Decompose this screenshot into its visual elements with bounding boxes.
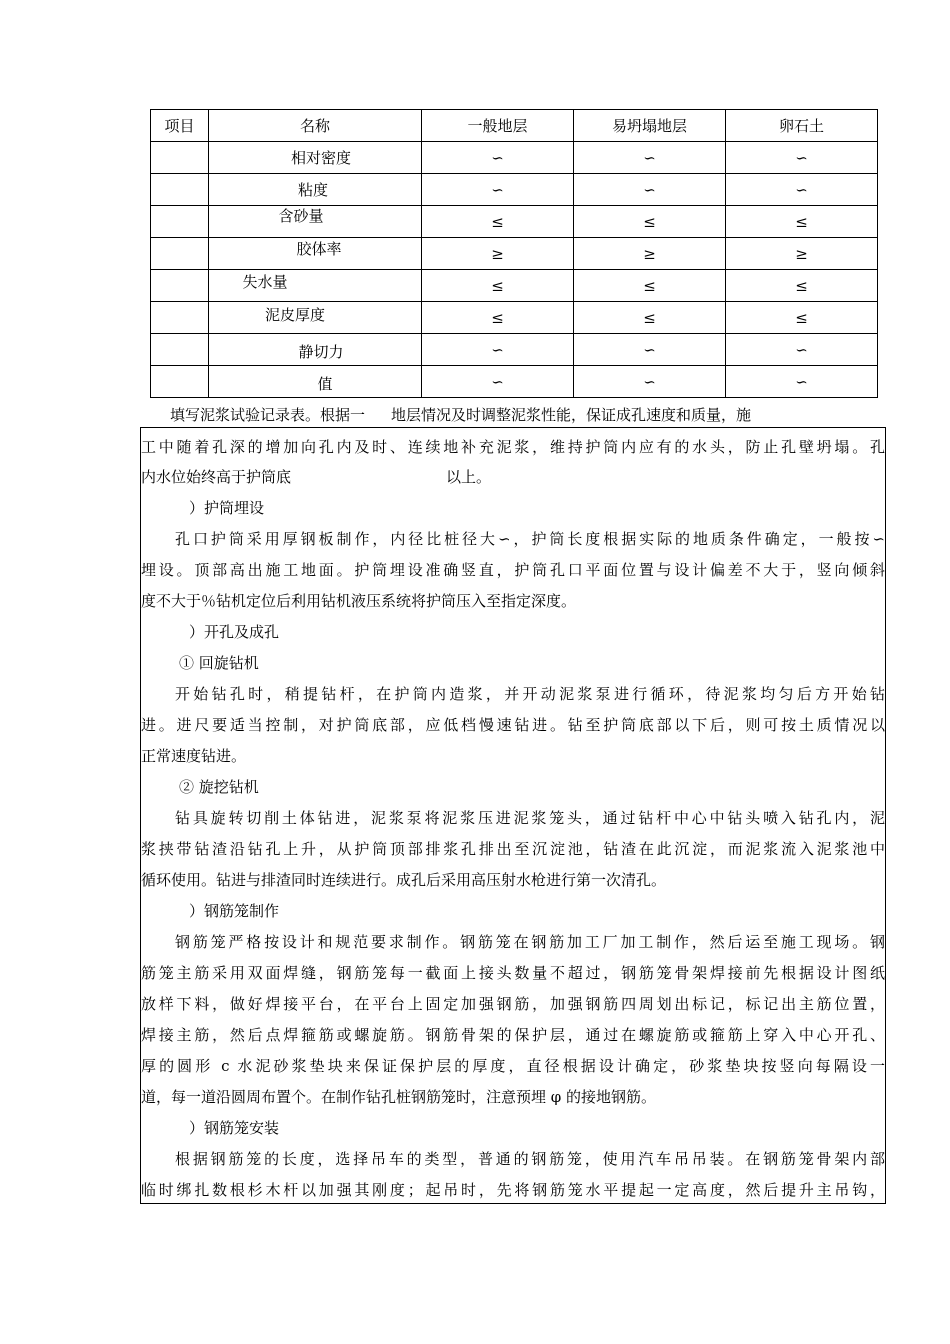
paragraph-line: 道，每一道沿圆周布置个。在制作钻孔桩钢筋笼时，注意预埋 φ 的接地钢筋。: [141, 1088, 657, 1106]
lead-text-2: 地层情况及时调整泥浆性能，保证成孔速度和质量，施: [391, 406, 752, 424]
header-item: 项目: [151, 110, 209, 142]
cell-item: [151, 206, 209, 238]
section-heading-cage-fabrication: ）钢筋笼制作: [189, 902, 280, 920]
cell-general: ≤: [422, 302, 574, 334]
text-span: 内水位始终高于护筒底: [141, 468, 292, 486]
mud-performance-table: [150, 109, 878, 398]
name-text: 静切力: [298, 343, 344, 361]
paragraph-line: 正常速度钻进。: [141, 747, 247, 765]
cell-general: ∽: [422, 334, 574, 366]
subheading-rotary: ① 回旋钻机: [179, 654, 259, 672]
header-pebble: 卵石土: [726, 110, 878, 142]
paragraph-line: 筋笼主筋采用双面焊缝，钢筋笼每一截面上接头数量不超过，钢筋笼骨架焊接前先根据设计图纸: [141, 964, 885, 982]
cell-pebble: ∽: [726, 334, 878, 366]
paragraph-line: 根据钢筋笼的长度，选择吊车的类型，普通的钢筋笼，使用汽车吊吊装。在钢筋笼骨架内部: [175, 1150, 885, 1168]
cell-name: [209, 206, 422, 238]
table-row: [151, 334, 878, 366]
cell-item: [151, 174, 209, 206]
cell-pebble: ≤: [726, 302, 878, 334]
table-header-row: [151, 110, 878, 142]
table-row: [151, 142, 878, 174]
name-text: 相对密度: [290, 149, 351, 167]
cell-collapse: ≤: [574, 270, 726, 302]
table-row: [151, 206, 878, 238]
cell-pebble: ∽: [726, 366, 878, 398]
text-span: 以上。: [446, 468, 492, 486]
section-heading-cage-installation: ）钢筋笼安装: [189, 1119, 280, 1137]
cell-pebble: ≤: [726, 206, 878, 238]
section-heading-drilling: ）开孔及成孔: [189, 623, 280, 641]
cell-collapse: ≤: [574, 206, 726, 238]
cell-collapse: ∽: [574, 142, 726, 174]
cell-general: ≤: [422, 270, 574, 302]
lead-paragraph: [170, 403, 890, 427]
cell-item: [151, 142, 209, 174]
cell-name: [209, 174, 422, 206]
cell-general: ≤: [422, 206, 574, 238]
cell-name: [209, 238, 422, 270]
cell-collapse: ∽: [574, 174, 726, 206]
header-general: 一般地层: [422, 110, 574, 142]
cell-item: [151, 238, 209, 270]
name-text: 粘度: [297, 181, 328, 199]
cell-item: [151, 366, 209, 398]
name-text: 泥皮厚度: [264, 306, 325, 324]
section-heading-casing: ）护筒埋设: [189, 499, 265, 517]
table-row: [151, 174, 878, 206]
paragraph-line: 放样下料，做好焊接平台，在平台上固定加强钢筋，加强钢筋四周划出标记，标记出主筋位置，: [141, 995, 885, 1013]
paragraph-line: 工中随着孔深的增加向孔内及时、连续地补充泥浆，维持护筒内应有的水头，防止孔壁坍塌。孔: [141, 438, 885, 456]
cell-name: [209, 302, 422, 334]
cell-name: [209, 270, 422, 302]
table-row: [151, 238, 878, 270]
paragraph-line: 开始钻孔时，稍提钻杆，在护筒内造浆，并开动泥浆泵进行循环，待泥浆均匀后方开始钻: [175, 685, 885, 703]
paragraph-line: 度不大于％钻机定位后利用钻机液压系统将护筒压入至指定深度。: [141, 592, 577, 610]
paragraph-line: 钻具旋转切削土体钻进，泥浆泵将泥浆压进泥浆笼头，通过钻杆中心中钻头喷入钻孔内，泥: [175, 809, 885, 827]
paragraph-line: 临时绑扎数根杉木杆以加强其刚度；起吊时，先将钢筋笼水平提起一定高度，然后提升主吊钩，: [141, 1181, 885, 1199]
paragraph-line: 焊接主筋，然后点焊箍筋或螺旋筋。钢筋骨架的保护层，通过在螺旋筋或箍筋上穿入中心开孔、: [141, 1026, 885, 1044]
paragraph-line: 进。进尺要适当控制，对护筒底部，应低档慢速钻进。钻至护筒底部以下后，则可按土质情况以: [141, 716, 885, 734]
cell-name: [209, 366, 422, 398]
cell-pebble: ≤: [726, 270, 878, 302]
table-row: [151, 366, 878, 398]
cell-pebble: ∽: [726, 174, 878, 206]
cell-collapse: ∽: [574, 334, 726, 366]
paragraph-line: 孔口护筒采用厚钢板制作，内径比桩径大∽，护筒长度根据实际的地质条件确定，一般按∽: [175, 530, 885, 548]
cell-general: ∽: [422, 174, 574, 206]
cell-general: ∽: [422, 142, 574, 174]
cell-general: ∽: [422, 366, 574, 398]
paragraph-line: [141, 462, 885, 493]
name-text: 胶体率: [296, 240, 342, 258]
header-collapse: 易坍塌地层: [574, 110, 726, 142]
table-row: [151, 302, 878, 334]
cell-item: [151, 334, 209, 366]
cell-collapse: ≤: [574, 302, 726, 334]
cell-name: [209, 334, 422, 366]
cell-pebble: ∽: [726, 142, 878, 174]
name-text: 含砂量: [278, 207, 324, 225]
cell-name: [209, 142, 422, 174]
paragraph-line: 厚的圆形 c 水泥砂浆垫块来保证保护层的厚度，直径根据设计确定，砂浆垫块按竖向每隔设一: [141, 1057, 885, 1075]
table-row: [151, 270, 878, 302]
cell-collapse: ∽: [574, 366, 726, 398]
name-text: 失水量: [242, 273, 288, 291]
paragraph-line: 钢筋笼严格按设计和规范要求制作。钢筋笼在钢筋加工厂加工制作，然后运至施工现场。钢: [175, 933, 885, 951]
cell-pebble: ≥: [726, 238, 878, 270]
cell-general: ≥: [422, 238, 574, 270]
cell-item: [151, 270, 209, 302]
paragraph-line: 埋设。顶部高出施工地面。护筒埋设准确竖直，护筒孔口平面位置与设计偏差不大于，竖向倾斜: [141, 561, 885, 579]
cell-item: [151, 302, 209, 334]
paragraph-line: 浆挟带钻渣沿钻孔上升，从护筒顶部排浆孔排出至沉淀池，钻渣在此沉淀，而泥浆流入泥浆池中: [141, 840, 885, 858]
subheading-rotary-excavating: ② 旋挖钻机: [179, 778, 259, 796]
name-text: 值: [317, 375, 333, 393]
header-name: 名称: [209, 110, 422, 142]
lead-text-1: 填写泥浆试验记录表。根据一: [170, 406, 366, 424]
paragraph-line: 循环使用。钻进与排渣同时连续进行。成孔后采用高压射水枪进行第一次清孔。: [141, 871, 667, 889]
cell-collapse: ≥: [574, 238, 726, 270]
